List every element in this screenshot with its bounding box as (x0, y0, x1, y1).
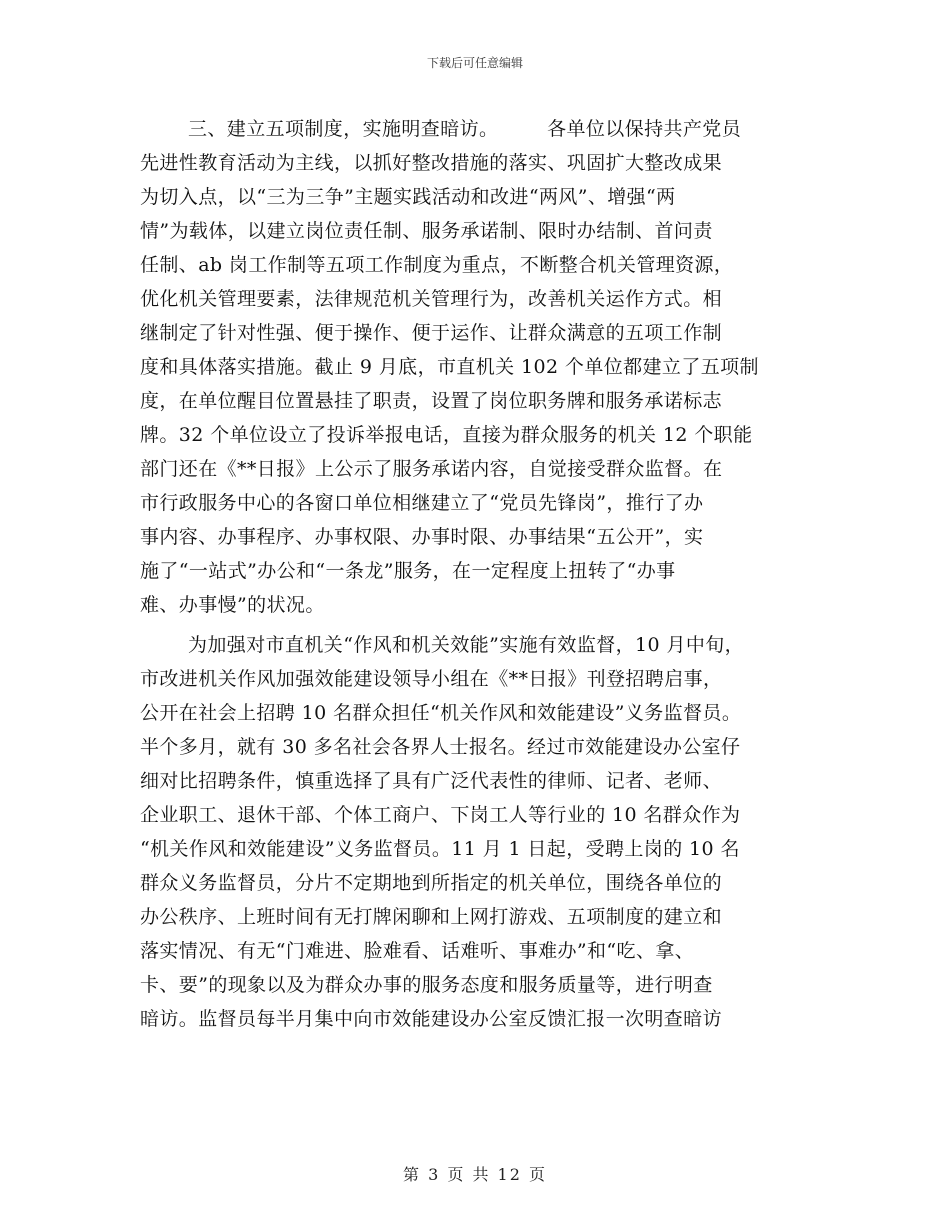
text-line: 先进性教育活动为主线，以抓好整改措施的落实、巩固扩大整改成果 (140, 152, 723, 174)
text-line: 卡、要”的现象以及为群众办事的服务态度和服务质量等，进行明查 (140, 974, 713, 996)
text-line: 情”为载体，以建立岗位责任制、服务承诺制、限时办结制、首问责 (140, 220, 713, 242)
text-line: 企业职工、退休干部、个体工商户、下岗工人等行业的 10 名群众作为 (140, 804, 741, 826)
text-line: 继制定了针对性强、便于操作、便于运作、让群众满意的五项工作制 (140, 322, 723, 344)
text-line: 群众义务监督员，分片不定期地到所指定的机关单位，围绕各单位的 (140, 872, 723, 894)
text-line: 市行政服务中心的各窗口单位相继建立了“党员先锋岗”，推行了办 (140, 492, 704, 514)
text-line: 三、建立五项制度，实施明查暗访。 各单位以保持共产党员 (188, 118, 742, 140)
paragraph-1 (140, 112, 820, 622)
document-body (140, 112, 820, 1036)
text-line: 落实情况、有无“门难进、脸难看、话难听、事难办”和“吃、拿、 (140, 940, 695, 962)
text-line: 半个多月，就有 30 多名社会各界人士报名。经过市效能建设办公室仔 (140, 736, 741, 758)
page-header: 下载后可任意编辑 (426, 56, 523, 70)
text-line: 施了“一站式”办公和“一条龙”服务，在一定程度上扭转了“办事 (140, 560, 676, 582)
text-line: 度，在单位醒目位置悬挂了职责，设置了岗位职务牌和服务承诺标志 (140, 390, 723, 412)
text-line: 部门还在《**日报》上公示了服务承诺内容，自觉接受群众监督。在 (140, 458, 723, 480)
text-line: 任制、ab 岗工作制等五项工作制度为重点，不断整合机关管理资源， (140, 254, 734, 276)
paragraph-2 (140, 628, 820, 1036)
text-line: “机关作风和效能建设”义务监督员。11 月 1 日起，受聘上岗的 10 名 (140, 838, 740, 860)
text-line: 办公秩序、上班时间有无打牌闲聊和上网打游戏、五项制度的建立和 (140, 906, 723, 928)
text-line: 为加强对市直机关“作风和机关效能”实施有效监督，10 月中旬， (188, 634, 745, 656)
page-number: 第 3 页 共 12 页 (403, 1165, 547, 1184)
text-line: 公开在社会上招聘 10 名群众担任“机关作风和效能建设”义务监督员。 (140, 702, 742, 724)
text-line: 细对比招聘条件，慎重选择了具有广泛代表性的律师、记者、老师、 (140, 770, 723, 792)
text-line: 优化机关管理要素，法律规范机关管理行为，改善机关运作方式。相 (140, 288, 723, 310)
text-line: 难、办事慢”的状况。 (140, 594, 325, 616)
text-line: 牌。32 个单位设立了投诉举报电话，直接为群众服务的机关 12 个职能 (140, 424, 753, 446)
text-line: 为切入点，以“三为三争”主题实践活动和改进“两风”、增强“两 (140, 186, 676, 208)
text-line: 事内容、办事程序、办事权限、办事时限、办事结果“五公开”，实 (140, 526, 704, 548)
text-line: 暗访。监督员每半月集中向市效能建设办公室反馈汇报一次明查暗访 (140, 1008, 723, 1030)
text-line: 度和具体落实措施。截止 9 月底，市直机关 102 个单位都建立了五项制 (140, 356, 759, 378)
text-line: 市改进机关作风加强效能建设领导小组在《**日报》刊登招聘启事， (140, 668, 723, 690)
